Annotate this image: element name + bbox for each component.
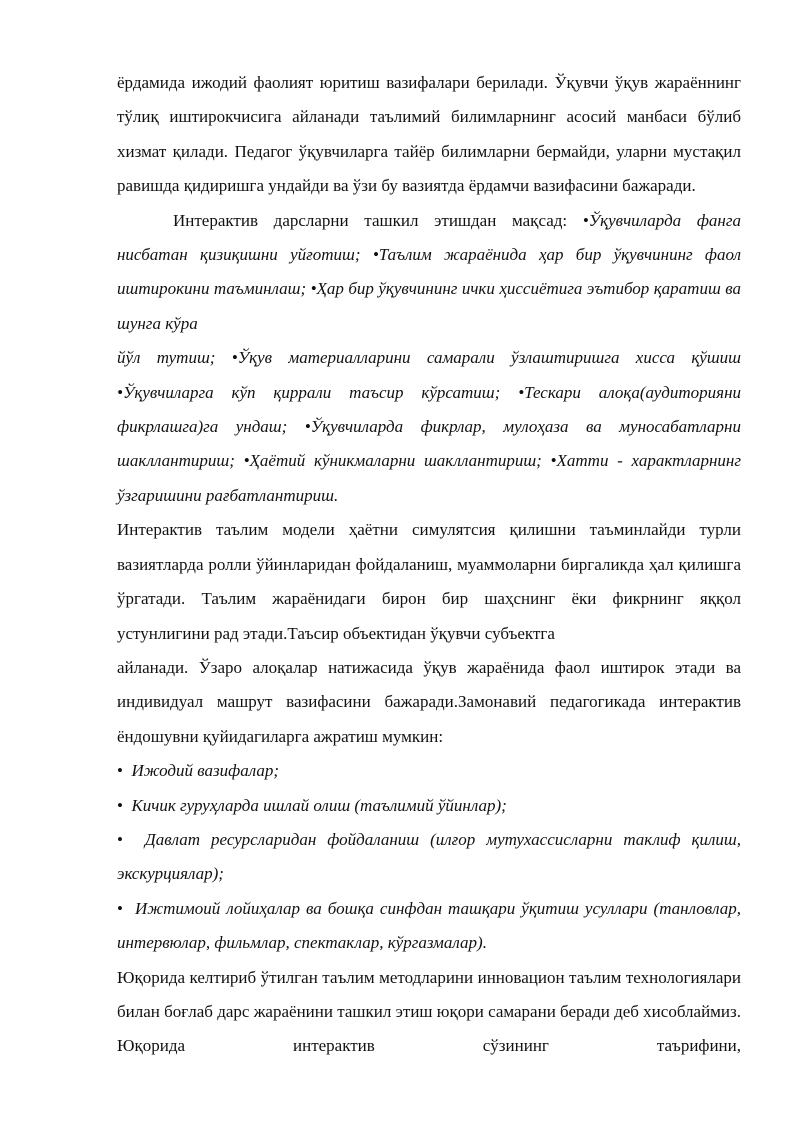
bullet-text-3: Давлат ресурсларидан фойдаланиш (илғор мутухассисларни таклиф қилиш, экскурциялар); xyxy=(117,829,742,884)
bullet-symbol: • xyxy=(117,761,123,781)
paragraph-3: йўл тутиш; •Ўқув материалларини самарали ўзлаштиришга хисса қўшиш •Ўқувчиларга кўп қиррали таъсир кўрсатиш; •Тескари алоқа(аудиторияни фикрлашга)га ундаш; •Ўқувчиларда фикрлар, мулоҳаза ва муносабатларни шакллантириш; •Ҳаётий кўникмаларни шакллантириш; •Хатти - характларнинг ўзгаришини рағбатлантириш. xyxy=(117,348,741,505)
paragraph-6: Юқорида келтириб ўтилган таълим методларини инновацион таълим технологиялари билан боғлаб дарс жараёнини ташкил этиш юқори самарани беради деб хисоблаймиз. Юқорида интерактив сўзининг таърифини, xyxy=(117,967,741,1056)
paragraph-2 xyxy=(117,204,741,342)
document-page xyxy=(117,66,741,1064)
bullet-symbol: • xyxy=(117,829,123,849)
bullet-item-1 xyxy=(117,754,741,788)
bullet-text-2: Кичик гуруҳларда ишлай олиш (таълимий ўйинлар); xyxy=(131,795,507,815)
bullet-symbol: • xyxy=(117,795,123,815)
bullet-text-4: Ижтимоий лойиҳалар ва бошқа синфдан ташқари ўқитиш усуллари (танловлар, интервюлар, фильмлар, спектаклар, кўргазмалар). xyxy=(117,898,741,953)
bullet-text-1: Ижодий вазифалар; xyxy=(131,761,279,781)
bullet-symbol: • xyxy=(117,898,123,918)
paragraph-1: ёрдамида ижодий фаолият юритиш вазифалари берилади. Ўқувчи ўқув жараённинг тўлиқ иштирокчисига айланади таълимий билимларнинг асосий манбаси бўлиб хизмат қилади. Педагог ўқувчиларга тайёр билимларни бермайди, уларни мустақил равишда қидиришга ундайди ва ўзи бу вазиятда ёрдамчи вазифасини бажаради. xyxy=(117,73,741,196)
paragraph-2-goals: •Ўқувчиларда фанга нисбатан қизиқишни уйғотиш; •Таълим жараёнида ҳар бир ўқувчининг фаол иштирокини таъминлаш; •Ҳар бир ўқувчининг ички ҳиссиётига эътибор қаратиш ва шунга кўра xyxy=(117,210,741,333)
paragraph-5: айланади. Ўзаро алоқалар натижасида ўқув жараёнида фаол иштирок этади ва индивидуал машрут вазифасини бажаради.Замонавий педагогикада интерактив ёндошувни қуйидагиларга ажратиш мумкин: xyxy=(117,657,741,746)
bullet-item-2 xyxy=(117,789,741,823)
bullet-item-3 xyxy=(117,823,741,892)
bullet-item-4 xyxy=(117,892,741,961)
paragraph-2-lead: Интерактив дарсларни ташкил этишдан мақсад: xyxy=(173,210,583,230)
paragraph-4: Интерактив таълим модели ҳаётни симулятсия қилишни таъминлайди турли вазиятларда ролли ўйинларидан фойдаланиш, муаммоларни биргаликда ҳал қилишга ўргатади. Таълим жараёнидаги бирон бир шаҳснинг ёки фикрнинг яққол устунлигини рад этади.Таъсир объектидан ўқувчи субъектга xyxy=(117,520,741,643)
